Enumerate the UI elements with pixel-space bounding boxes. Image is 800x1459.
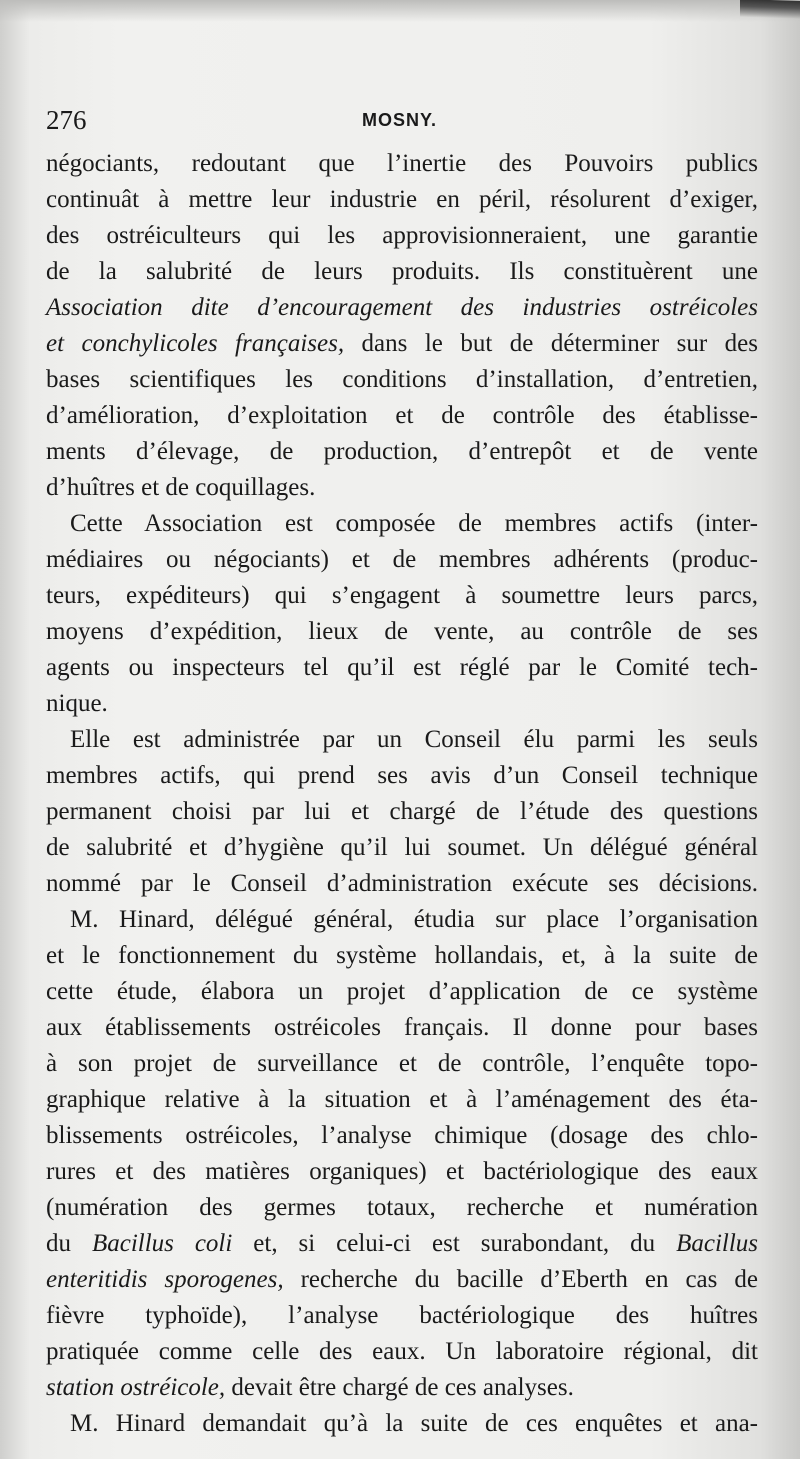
- italic-text: station ostréicole,: [46, 1374, 226, 1401]
- text-line: nommé par le Conseil d’administration exécute ses décisions.: [46, 870, 758, 897]
- text-line: permanent choisi par lui et chargé de l’étude des questions: [46, 798, 758, 825]
- running-head: MOSNY.: [362, 110, 438, 130]
- text-line: nique.: [46, 690, 108, 717]
- text-line: rures et des matières organiques) et bactériologique des eaux: [46, 1158, 758, 1185]
- text-line: et conchylicoles françaises, dans le but de déterminer sur des: [46, 330, 758, 357]
- text-line: continuât à mettre leur industrie en péril, résolurent d’exiger,: [46, 186, 758, 213]
- text-line: aux établissements ostréicoles français. Il donne pour bases: [46, 1014, 758, 1041]
- text-line: cette étude, élabora un projet d’application de ce système: [46, 978, 758, 1005]
- text-line: d’amélioration, d’exploitation et de contrôle des établisse-: [46, 402, 758, 429]
- text-line: teurs, expéditeurs) qui s’engagent à soumettre leurs parcs,: [46, 582, 758, 609]
- text-line: membres actifs, qui prend ses avis d’un Conseil technique: [46, 762, 758, 789]
- text-line: M. Hinard, délégué général, étudia sur place l’organisation: [70, 906, 758, 933]
- text-line: médiaires ou négociants) et de membres adhérents (produc-: [46, 546, 758, 573]
- text-line: agents ou inspecteurs tel qu’il est réglé par le Comité tech-: [46, 654, 758, 681]
- body-text: [46, 146, 758, 1442]
- text-line: station ostréicole, devait être chargé de ces analyses.: [46, 1374, 574, 1401]
- text-line: et le fonctionnement du système hollandais, et, à la suite de: [46, 942, 758, 969]
- text-line: ments d’élevage, de production, d’entrepôt et de vente: [46, 438, 758, 465]
- text-line: négociants, redoutant que l’inertie des Pouvoirs publics: [46, 150, 758, 177]
- text-line: pratiquée comme celle des eaux. Un laboratoire régional, dit: [46, 1338, 758, 1365]
- text-line: enteritidis sporogenes, recherche du bacille d’Eberth en cas de: [46, 1266, 758, 1293]
- text-line: à son projet de surveillance et de contrôle, l’enquête topo-: [46, 1050, 758, 1077]
- text-line: Elle est administrée par un Conseil élu parmi les seuls: [70, 726, 758, 753]
- italic-text: Association dite d’encouragement des industries ostréicoles: [46, 294, 758, 321]
- text-line: de salubrité et d’hygiène qu’il lui soumet. Un délégué général: [46, 834, 758, 861]
- page-header: [46, 100, 758, 140]
- text-line: (numération des germes totaux, recherche et numération: [46, 1194, 758, 1221]
- italic-text: et conchylicoles françaises,: [46, 330, 345, 357]
- text-line: fièvre typhoïde), l’analyse bactériologique des huîtres: [46, 1302, 758, 1329]
- text-line: blissements ostréicoles, l’analyse chimique (dosage des chlo-: [46, 1122, 758, 1149]
- scan-shadow: [0, 0, 800, 22]
- text-line: graphique relative à la situation et à l’aménagement des éta-: [46, 1086, 758, 1113]
- text-line: du Bacillus coli et, si celui-ci est surabondant, du Bacillus: [46, 1230, 759, 1257]
- text-line: M. Hinard demandait qu’à la suite de ces enquêtes et ana-: [70, 1410, 758, 1437]
- page-number: 276: [46, 105, 87, 135]
- text-line: bases scientifiques les conditions d’installation, d’entretien,: [46, 366, 758, 393]
- scan-corner-edge: [740, 0, 800, 19]
- italic-text: Bacillus coli: [91, 1230, 233, 1257]
- text-line: moyens d’expédition, lieux de vente, au contrôle de ses: [46, 618, 758, 645]
- text-line: des ostréiculteurs qui les approvisionneraient, une garantie: [46, 222, 758, 249]
- italic-text: enteritidis sporogenes,: [46, 1266, 284, 1293]
- text-line: d’huîtres et de coquillages.: [46, 474, 316, 501]
- text-line: [46, 290, 758, 326]
- text-line: de la salubrité de leurs produits. Ils constituèrent une: [46, 258, 758, 285]
- text-line: Cette Association est composée de membres actifs (inter-: [70, 510, 758, 537]
- italic-text: Bacillus: [676, 1230, 759, 1257]
